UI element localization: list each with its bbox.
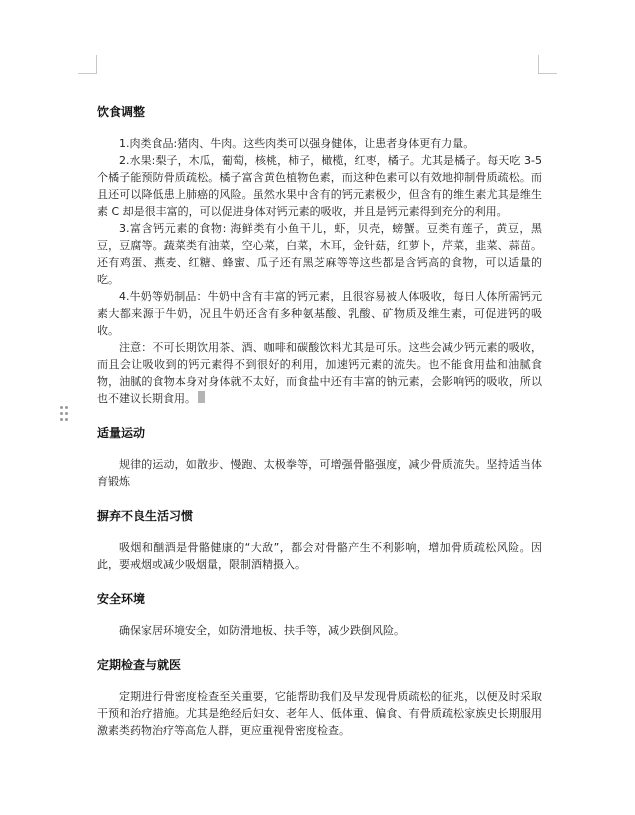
paragraph[interactable]: 1.肉类食品:猪肉、牛肉。这些肉类可以强身健体，让患者身体更有力量。 (119, 137, 475, 150)
top-right-margin-mark (538, 55, 557, 74)
paragraph[interactable]: 4.牛奶等奶制品：牛奶中含有丰富的钙元素，且很容易被人体吸收，每日人体所需钙元素大都来源于牛奶，况且牛奶还含有多种氨基酸、乳酸、矿物质及维生素，可促进钙的吸收。 (97, 290, 542, 337)
paragraph[interactable]: 定期进行骨密度检查至关重要，它能帮助我们及早发现骨质疏松的征兆，以便及时采取干预和治疗措施。尤其是绝经后妇女、老年人、低体重、偏食、有骨质疏松家族史长期服用激素类药物治疗等高危人群，更应重视骨密度检查。 (97, 690, 542, 737)
document-body[interactable] (97, 104, 542, 739)
top-left-margin-mark (78, 55, 97, 74)
section-safety (97, 591, 542, 639)
section-heading: 定期检查与就医 (97, 658, 182, 672)
paragraph[interactable]: 确保家居环境安全，如防滑地板、扶手等，减少跌倒风险。 (119, 624, 405, 637)
section-heading: 摒弃不良生活习惯 (97, 509, 194, 523)
section-heading: 安全环境 (97, 592, 146, 606)
section-heading: 适量运动 (97, 426, 146, 440)
section-habits (97, 508, 542, 573)
section-checkup (97, 657, 542, 739)
paragraph-text: 注意：不可长期饮用茶、酒、咖啡和碳酸饮料尤其是可乐。这些会减少钙元素的吸收，而且会让吸收到的钙元素得不到很好的利用，加速钙元素的流失。也不能食用盐和油腻食物，油腻的食物本身对身体就不太好，而食盐中还有丰富的钠元素，会影响钙的吸收，所以也不建议长期食用。 (97, 341, 542, 405)
paragraph[interactable]: 规律的运动，如散步、慢跑、太极拳等，可增强骨骼强度，减少骨质流失。坚持适当体育锻炼 (97, 458, 542, 488)
paragraph[interactable]: 3.富含钙元素的食物: 海鲜类有小鱼干儿，虾，贝壳，螃蟹。豆类有莲子，黄豆，黑豆，豆腐等。蔬菜类有油菜，空心菜，白菜，木耳，金针菇，红萝卜，芹菜，韭菜、蒜苗。还有鸡蛋、燕麦、红糖、蜂蜜、瓜子还有黑芝麻等等这些都是含钙高的食物，可以适量的吃。 (97, 222, 542, 286)
section-diet (97, 104, 542, 407)
drag-handle-icon[interactable] (60, 406, 70, 422)
paragraph[interactable]: 2.水果:梨子，木瓜，葡萄，核桃，柿子，橄榄，红枣，橘子。尤其是橘子。每天吃 3-5 个橘子能预防骨质疏松。橘子富含黄色植物色素，而这种色素可以有效地抑制骨质疏松。而且还可以降低患上肺癌的风险。虽然水果中含有的钙元素极少，但含有的维生素尤其是维生素 C 却是很丰富的，可以促进身体对钙元素的吸收，并且是钙元素得到充分的利用。 (97, 154, 542, 218)
paragraph[interactable]: 吸烟和酗酒是骨骼健康的“大敌”，都会对骨骼产生不利影响，增加骨质疏松风险。因此，要戒烟或减少吸烟量，限制酒精摄入。 (97, 541, 542, 571)
section-heading: 饮食调整 (97, 105, 146, 119)
paragraph[interactable] (97, 339, 542, 407)
section-exercise (97, 425, 542, 490)
text-cursor (198, 391, 205, 403)
